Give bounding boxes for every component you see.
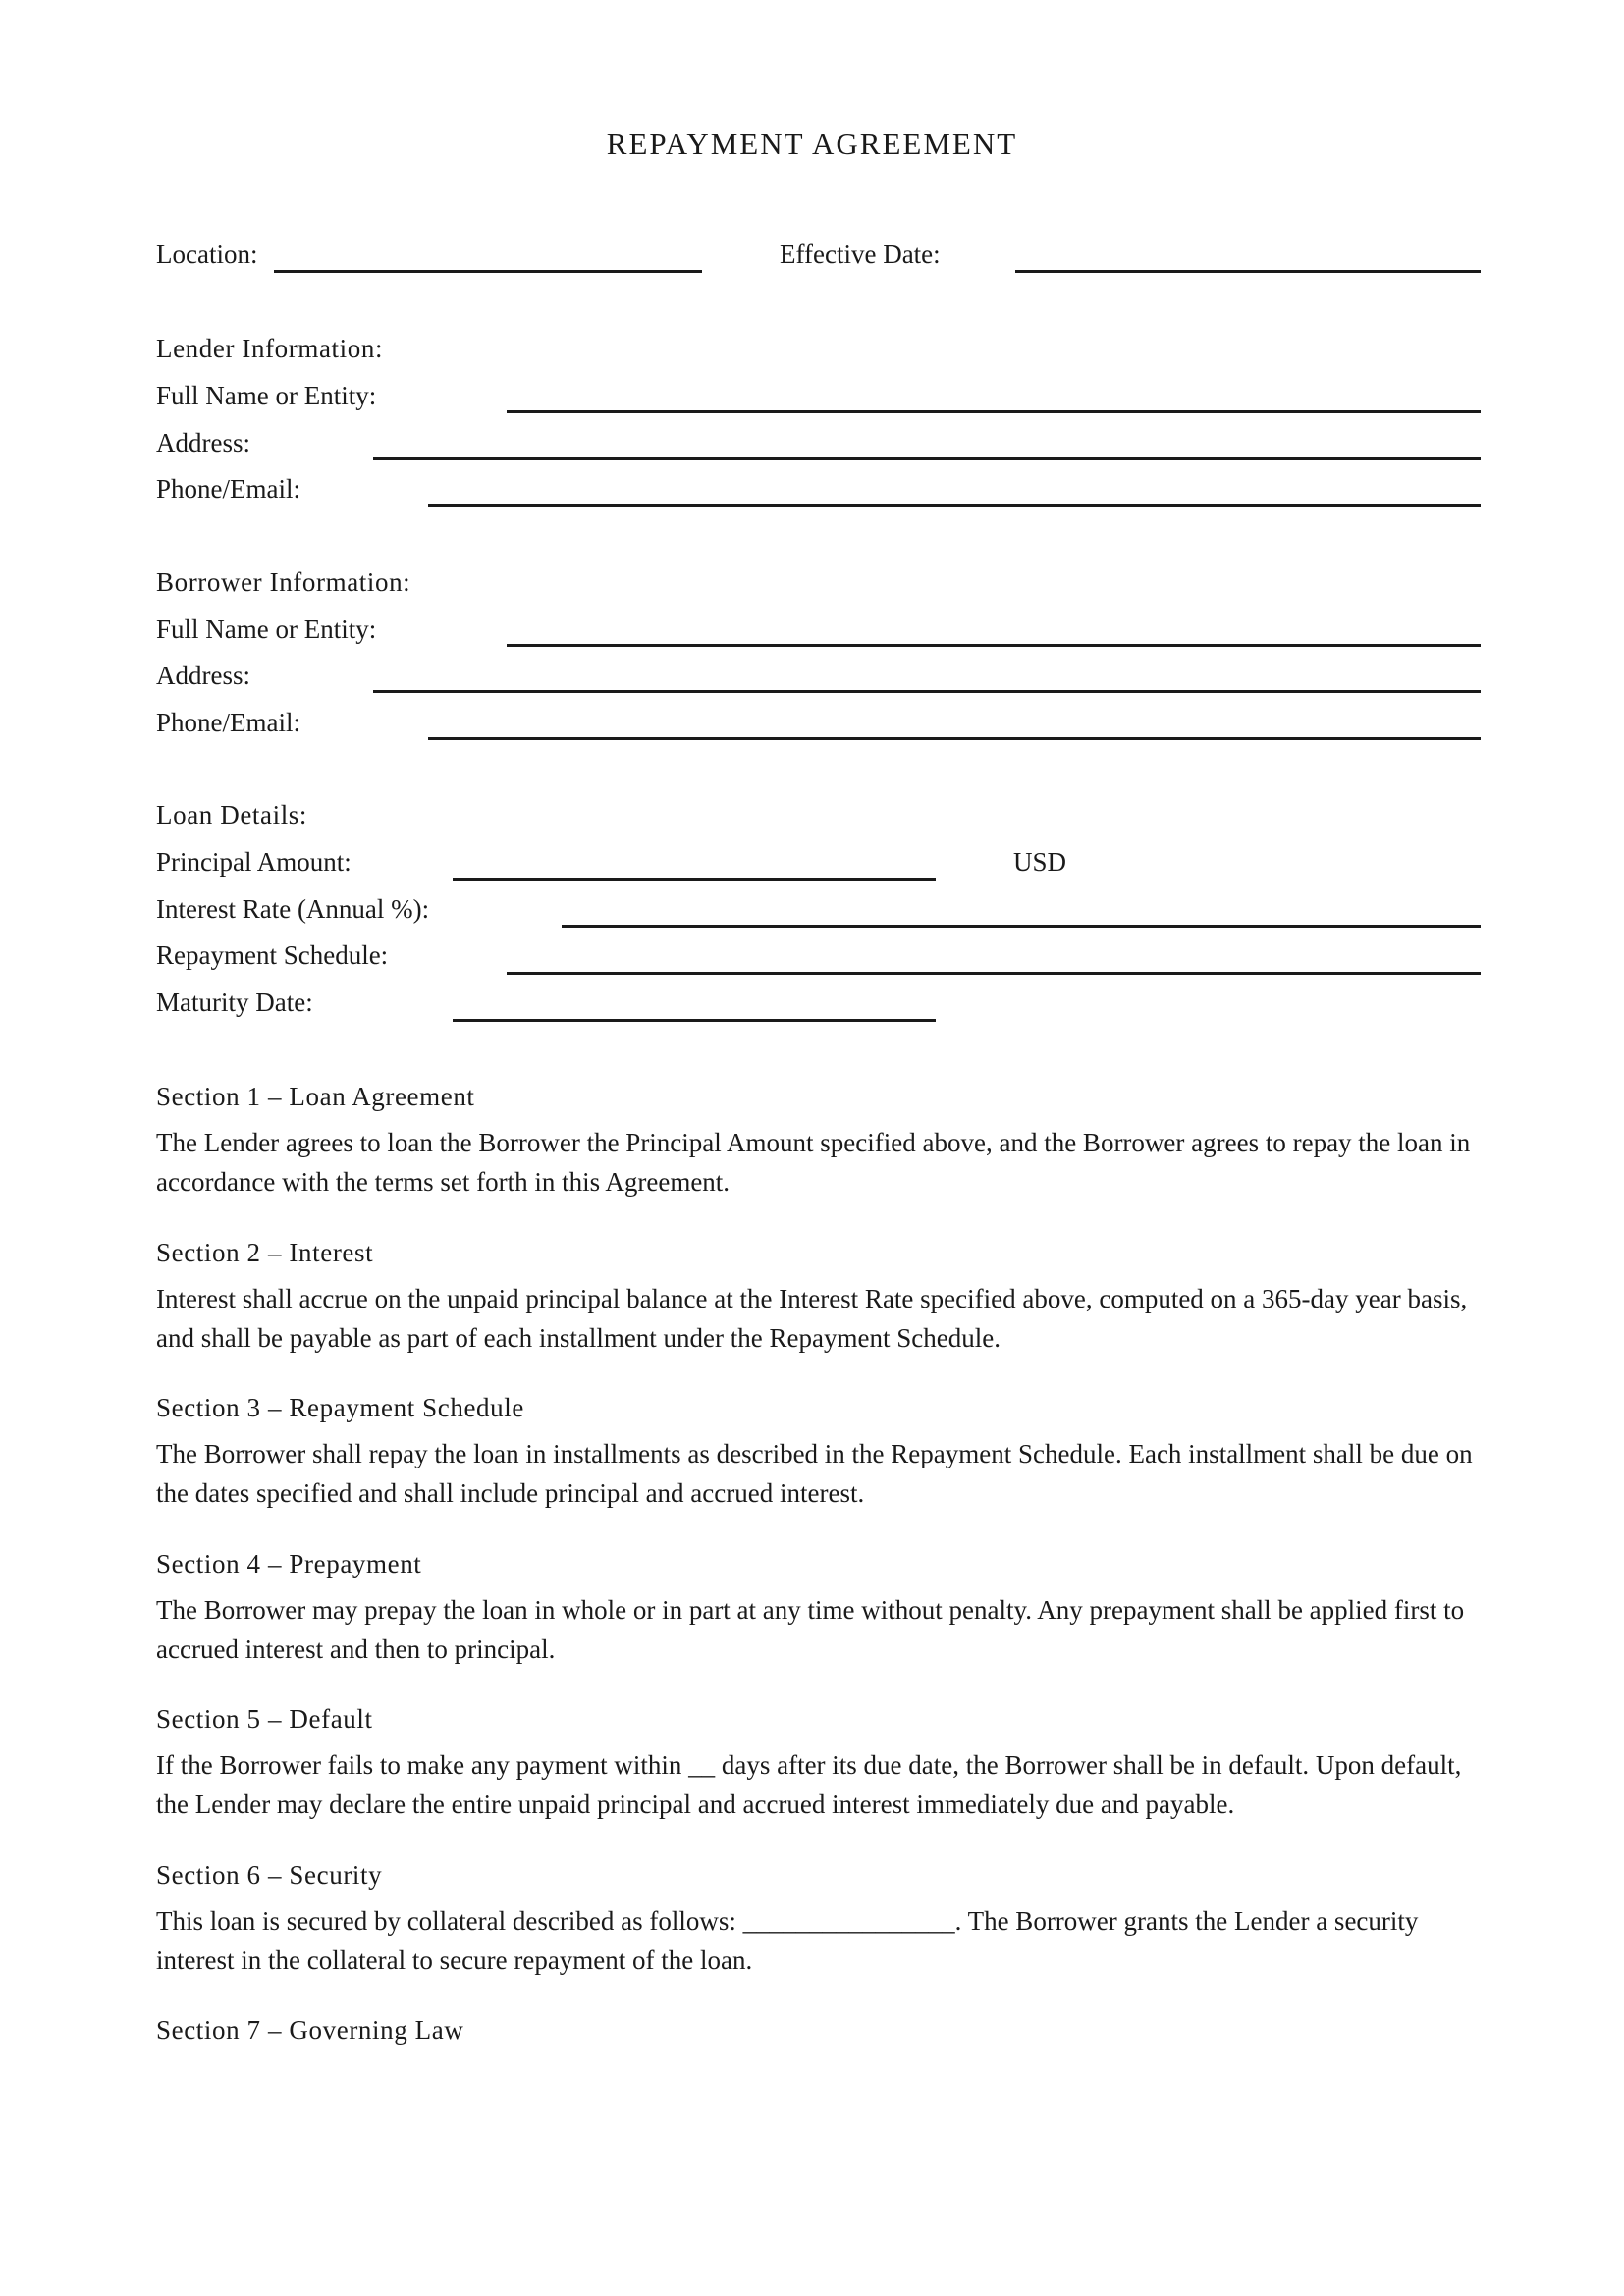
section-3-body: The Borrower shall repay the loan in installments as described in the Repayment Schedule. Each installment shall be due on the dates specified and shall include principal and accrued interest.: [156, 1439, 1473, 1508]
section-5-heading: Section 5 – Default: [156, 1704, 373, 1734]
loan-details-heading: Loan Details:: [156, 800, 308, 829]
lender-address-label: Address:: [156, 428, 250, 457]
lender-address-field[interactable]: [373, 457, 1481, 460]
principal-amount-field[interactable]: [453, 878, 936, 881]
borrower-heading: Borrower Information:: [156, 567, 411, 597]
section-6-heading: Section 6 – Security: [156, 1860, 383, 1890]
section-2-heading: Section 2 – Interest: [156, 1238, 374, 1267]
interest-rate-field[interactable]: [562, 925, 1481, 928]
section-5-body: If the Borrower fails to make any payment within __ days after its due date, the Borrower shall be in default. Upon default, the Lender may declare the entire unpaid principal and accrued interest immediately due and payable.: [156, 1750, 1462, 1819]
maturity-date-field[interactable]: [453, 1019, 936, 1022]
location-field[interactable]: [274, 270, 702, 273]
document-title: REPAYMENT AGREEMENT: [606, 127, 1018, 161]
borrower-name-field[interactable]: [507, 644, 1481, 647]
interest-rate-label: Interest Rate (Annual %):: [156, 894, 430, 924]
effective-date-label: Effective Date:: [780, 240, 941, 269]
borrower-contact-label: Phone/Email:: [156, 708, 300, 737]
section-7-heading: Section 7 – Governing Law: [156, 2015, 464, 2045]
borrower-name-label: Full Name or Entity:: [156, 614, 377, 644]
repayment-schedule-field[interactable]: [507, 972, 1481, 975]
section-3-heading: Section 3 – Repayment Schedule: [156, 1393, 524, 1422]
section-4-body: The Borrower may prepay the loan in whole or in part at any time without penalty. Any prepayment shall be applied first to accrued interest and then to principal.: [156, 1595, 1465, 1664]
effective-date-field[interactable]: [1015, 270, 1481, 273]
currency-label: USD: [1013, 847, 1067, 877]
borrower-address-label: Address:: [156, 661, 250, 690]
lender-name-label: Full Name or Entity:: [156, 381, 377, 410]
lender-heading: Lender Information:: [156, 334, 384, 363]
maturity-date-label: Maturity Date:: [156, 988, 313, 1017]
lender-contact-label: Phone/Email:: [156, 474, 300, 504]
location-label: Location:: [156, 240, 258, 269]
repayment-schedule-label: Repayment Schedule:: [156, 940, 389, 970]
section-4-heading: Section 4 – Prepayment: [156, 1549, 422, 1578]
principal-amount-label: Principal Amount:: [156, 847, 352, 877]
section-1-body: The Lender agrees to loan the Borrower the Principal Amount specified above, and the Borrower agrees to repay the loan in accordance with the terms set forth in this Agreement.: [156, 1128, 1471, 1197]
section-6-body: This loan is secured by collateral described as follows: ________________. The Borrower grants the Lender a security interest in the collateral to secure repayment of the loan.: [156, 1906, 1419, 1975]
lender-contact-field[interactable]: [428, 504, 1481, 507]
borrower-contact-field[interactable]: [428, 737, 1481, 740]
section-1-heading: Section 1 – Loan Agreement: [156, 1082, 475, 1111]
lender-name-field[interactable]: [507, 410, 1481, 413]
borrower-address-field[interactable]: [373, 690, 1481, 693]
section-2-body: Interest shall accrue on the unpaid principal balance at the Interest Rate specified above, computed on a 365-day year basis, and shall be payable as part of each installment under the Repayment Schedule.: [156, 1284, 1468, 1353]
